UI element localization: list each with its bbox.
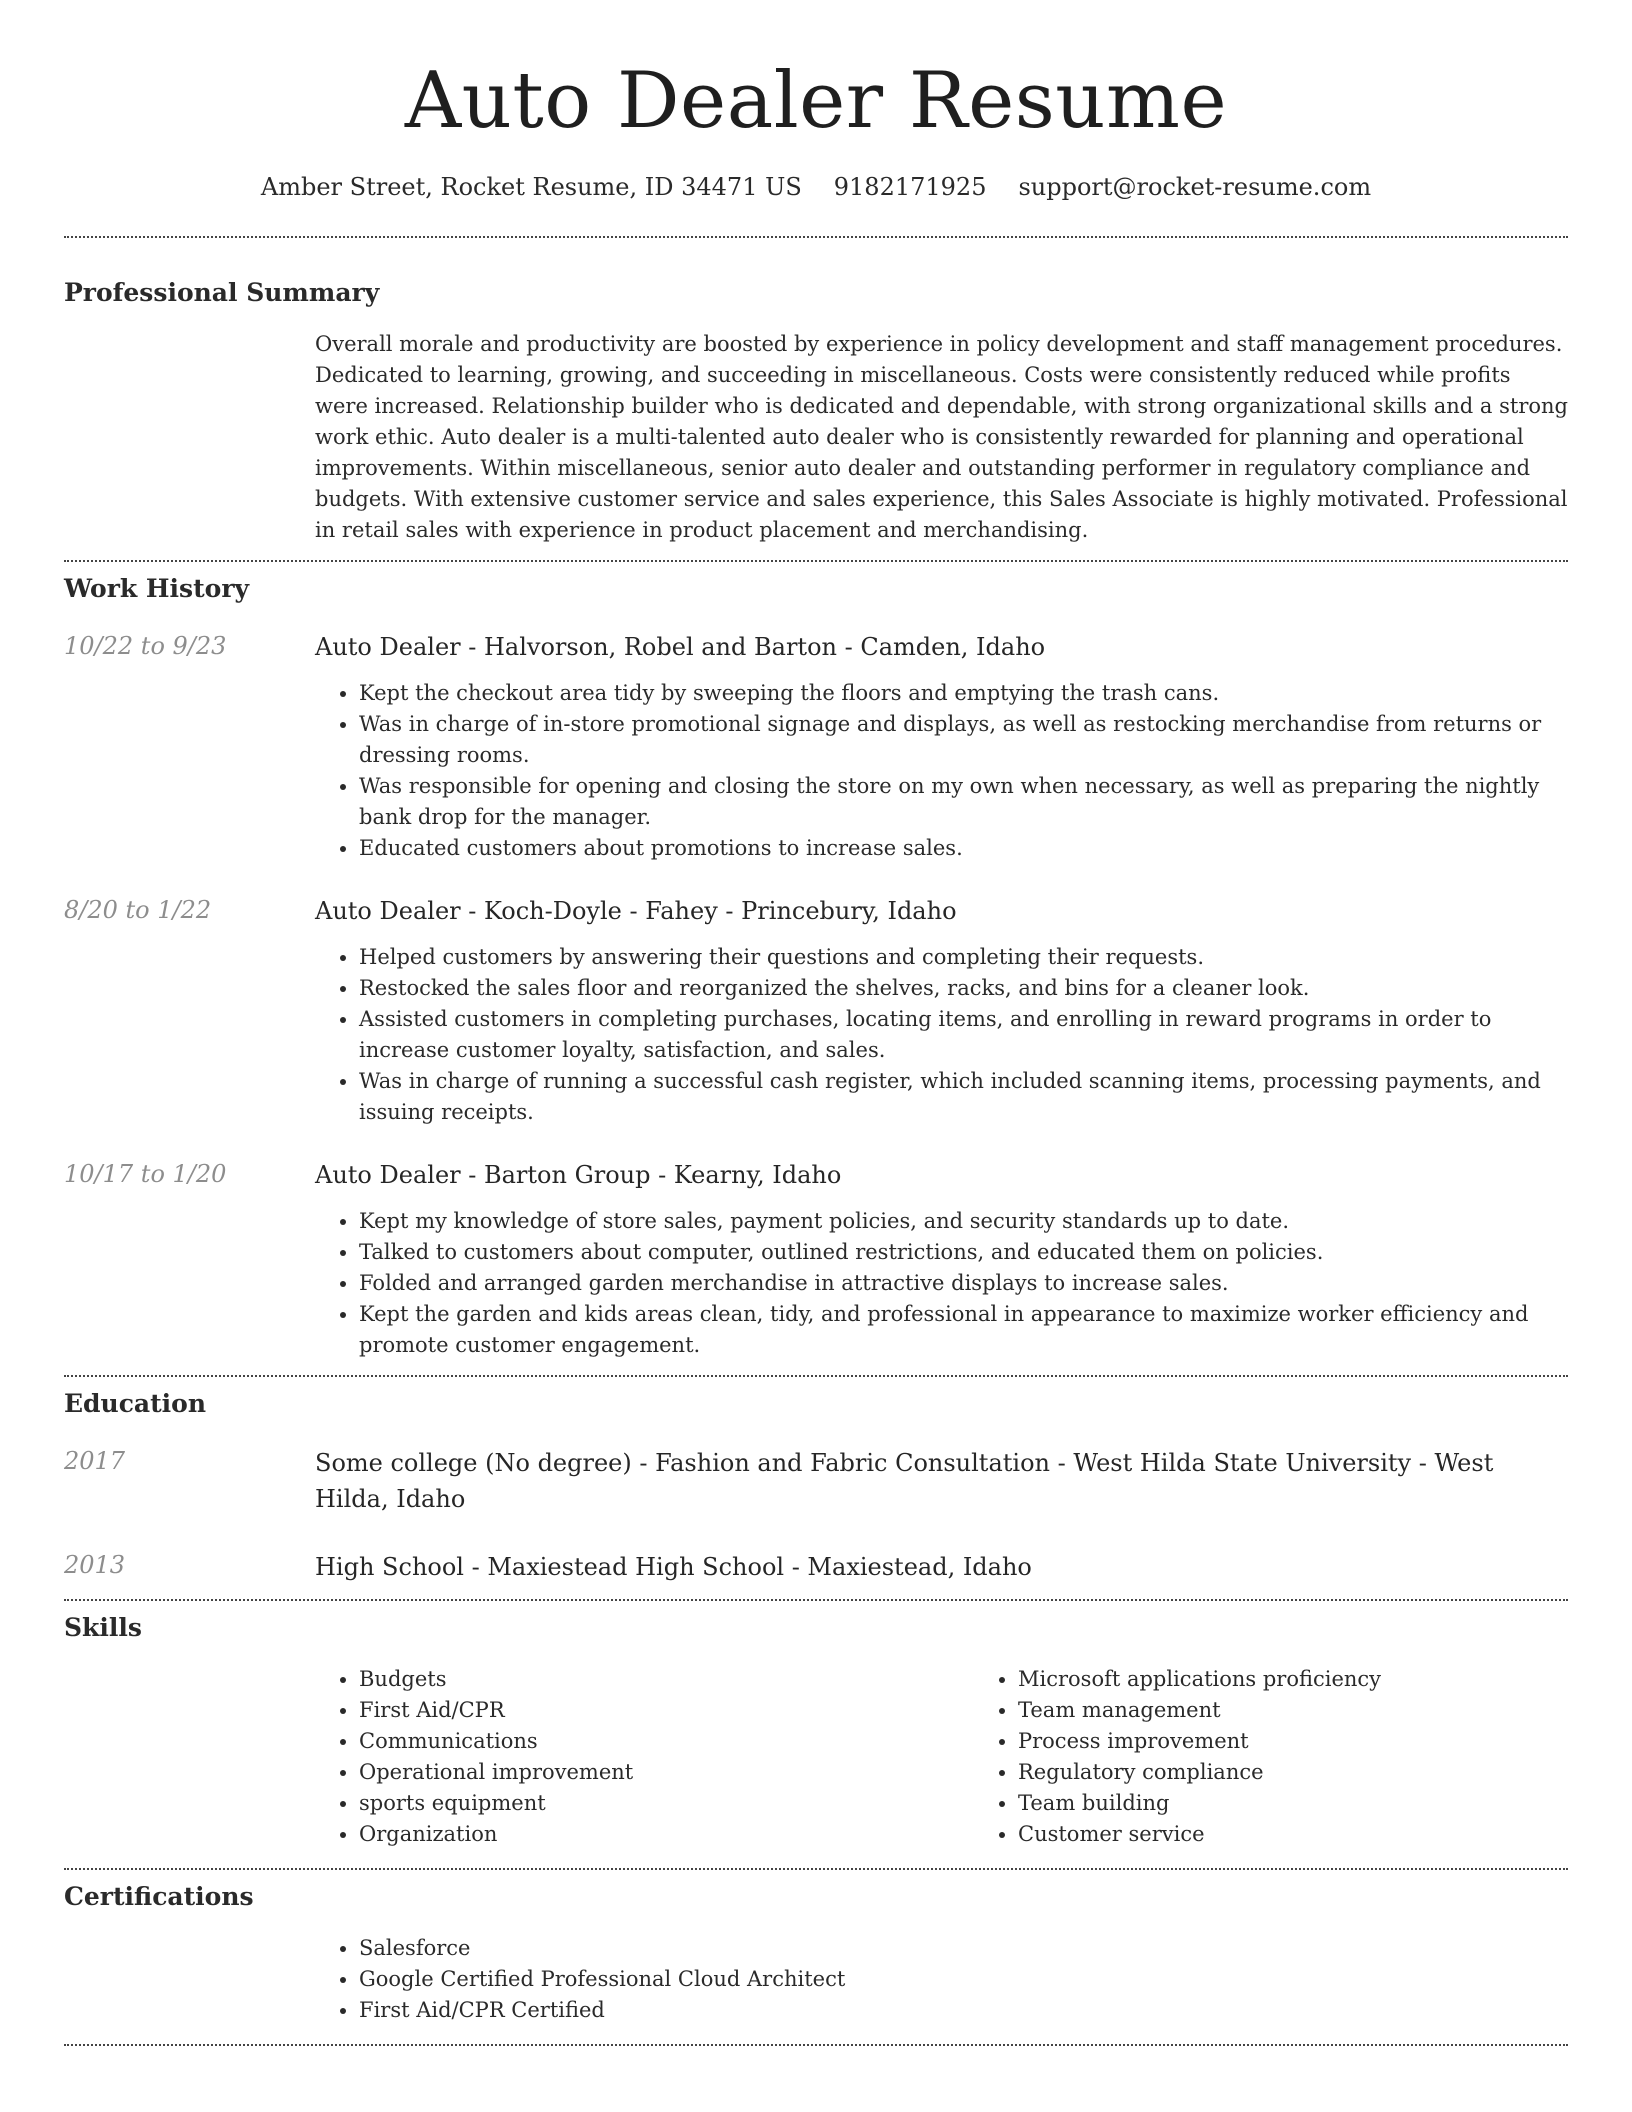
job-title: Auto Dealer - Barton Group - Kearny, Idaho <box>315 1161 842 1189</box>
education-year: 2017 <box>64 1447 126 1475</box>
job-bullet: • Helped customers by answering their questions and completing their requests. <box>359 942 1568 973</box>
certifications-list <box>315 1933 1568 2026</box>
job-bullet: • Educated customers about promotions to increase sales. <box>359 833 1568 864</box>
education-entry <box>64 1445 1568 1517</box>
job-title: Auto Dealer - Koch-Doyle - Fahey - Princebury, Idaho <box>315 897 957 925</box>
job-entry <box>64 894 1568 1128</box>
job-bullet: • Was in charge of in-store promotional signage and displays, as well as restocking merchandise from returns or dressing rooms. <box>359 709 1568 771</box>
summary-spacer <box>64 329 315 546</box>
job-entry <box>64 1158 1568 1375</box>
job-bullet: • Kept the checkout area tidy by sweeping the floors and emptying the trash cans. <box>359 678 1568 709</box>
skill-item: • Operational improvement <box>359 1757 974 1788</box>
job-dates: 8/20 to 1/22 <box>64 896 212 924</box>
work-history-heading: Work History <box>64 574 250 603</box>
skill-item: • Budgets <box>359 1664 974 1695</box>
skills-list-right <box>974 1664 1632 1850</box>
certifications-heading: Certifications <box>64 1882 254 1911</box>
summary-heading: Professional Summary <box>64 278 380 307</box>
skill-item: • Communications <box>359 1726 974 1757</box>
education-text: Some college (No degree) - Fashion and Fabric Consultation - West Hilda State University - West Hilda, Idaho <box>315 1449 1494 1513</box>
skill-item: • Process improvement <box>1018 1726 1632 1757</box>
job-bullet: • Restocked the sales floor and reorganized the shelves, racks, and bins for a cleaner look. <box>359 973 1568 1004</box>
skills-heading: Skills <box>64 1613 142 1642</box>
skill-item: • Team management <box>1018 1695 1632 1726</box>
skill-item: • Microsoft applications proficiency <box>1018 1664 1632 1695</box>
job-bullets <box>315 942 1568 1128</box>
skills-list-left <box>315 1664 974 1850</box>
job-bullet: • Talked to customers about computer, outlined restrictions, and educated them on policies. <box>359 1237 1568 1268</box>
job-title: Auto Dealer - Halvorson, Robel and Barton - Camden, Idaho <box>315 633 1046 661</box>
certification-item: • Salesforce <box>359 1933 1568 1964</box>
certifications-spacer <box>64 1933 315 2026</box>
job-bullets <box>315 678 1568 864</box>
certifications-section <box>64 1870 1568 2044</box>
skill-item: • Team building <box>1018 1788 1632 1819</box>
contact-phone: 9182171925 <box>833 173 987 201</box>
contact-address: Amber Street, Rocket Resume, ID 34471 US <box>260 173 802 201</box>
skill-item: • sports equipment <box>359 1788 974 1819</box>
skills-section <box>64 1601 1568 1868</box>
skill-item: • Customer service <box>1018 1819 1632 1850</box>
education-heading: Education <box>64 1389 207 1418</box>
education-year: 2013 <box>64 1551 126 1579</box>
job-bullet: • Was in charge of running a successful cash register, which included scanning items, processing payments, and issuing receipts. <box>359 1066 1568 1128</box>
skills-spacer <box>64 1664 315 1850</box>
job-bullet: • Folded and arranged garden merchandise in attractive displays to increase sales. <box>359 1268 1568 1299</box>
summary-text: Overall morale and productivity are boosted by experience in policy development and staff management procedures. Dedicated to learning, growing, and succeeding in miscellaneous. Costs were consistently reduced while profits were increased. Relationship builder who is dedicated and dependable, with strong organizational skills and a strong work ethic. Auto dealer is a multi-talented auto dealer who is consistently rewarded for planning and operational improvements. Within miscellaneous, senior auto dealer and outstanding performer in regulatory compliance and budgets. With extensive customer service and sales experience, this Sales Associate is highly motivated. Professional in retail sales with experience in product placement and merchandising. <box>315 332 1568 542</box>
summary-section <box>64 238 1568 560</box>
job-bullet: • Was responsible for opening and closing the store on my own when necessary, as well as preparing the nightly bank drop for the manager. <box>359 771 1568 833</box>
job-bullets <box>315 1206 1568 1361</box>
job-dates: 10/22 to 9/23 <box>64 632 227 660</box>
contact-info <box>64 172 1568 202</box>
job-bullet: • Assisted customers in completing purchases, locating items, and enrolling in reward programs in order to increase customer loyalty, satisfaction, and sales. <box>359 1004 1568 1066</box>
education-section <box>64 1377 1568 1599</box>
skill-item: • Regulatory compliance <box>1018 1757 1632 1788</box>
skill-item: • First Aid/CPR <box>359 1695 974 1726</box>
certification-item: • First Aid/CPR Certified <box>359 1995 1568 2026</box>
skill-item: • Organization <box>359 1819 974 1850</box>
work-history-section <box>64 562 1568 1375</box>
job-dates: 10/17 to 1/20 <box>64 1160 227 1188</box>
certification-item: • Google Certified Professional Cloud Architect <box>359 1964 1568 1995</box>
section-divider <box>64 2044 1568 2046</box>
resume-title: Auto Dealer Resume <box>404 56 1228 146</box>
education-entry <box>64 1549 1568 1599</box>
job-bullet: • Kept the garden and kids areas clean, tidy, and professional in appearance to maximize worker efficiency and promote customer engagement. <box>359 1299 1568 1361</box>
education-text: High School - Maxiestead High School - Maxiestead, Idaho <box>315 1553 1032 1581</box>
job-bullet: • Kept my knowledge of store sales, payment policies, and security standards up to date. <box>359 1206 1568 1237</box>
contact-email: support@rocket-resume.com <box>1018 173 1372 201</box>
job-entry <box>64 630 1568 864</box>
